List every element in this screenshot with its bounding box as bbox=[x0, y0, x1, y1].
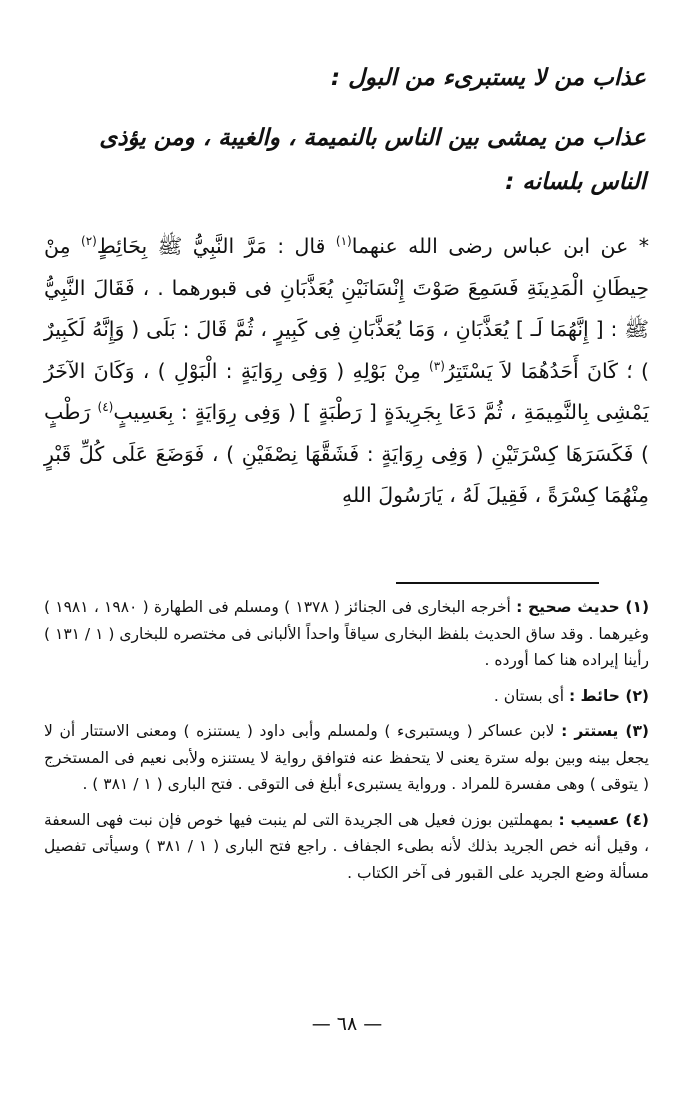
footnote-ref-4: (٤) bbox=[97, 400, 114, 415]
footnote-text: بمهملتين بوزن فعيل هى الجريدة التى لم ينبت فيها خوص فإن نبت فهى السعفة ، وقيل أنه خص الجريد بذلك لأنه بطىء الجفاف . راجع فتح البارى ( ١ / ٣٨١ ) وسيأتى تفصيل مسألة وضع الجريد على القبور فى آخر الكتاب . bbox=[44, 810, 650, 882]
footnote-1 bbox=[44, 594, 649, 674]
footnote-ref-2: (٢) bbox=[81, 234, 97, 249]
footnotes bbox=[44, 594, 649, 895]
footnote-3 bbox=[44, 718, 649, 798]
footnote-divider bbox=[396, 582, 599, 584]
hadith-part-4: مِنْ بَوْلِهِ ( وَفِى رِوَايَةٍ : الْبَوْلِ ) ، وَكَانَ الآخَرُ يَمْشِى بِالنَّمِيمَةِ ، ثُمَّ دَعَا بِجَرِيدَةٍ [ رَطْبَةٍ ] ( وَفِى رِوَايَةٍ : بِعَسِيبٍ bbox=[44, 358, 649, 424]
section-heading-urine: عذاب من لا يستبرىء من البول : bbox=[330, 65, 646, 91]
hadith-part-2: قال : مَرَّ النَّبِيُّ ﷺ بِحَائِطٍ bbox=[96, 234, 326, 258]
page-number: — ٦٨ — bbox=[311, 1013, 383, 1035]
footnote-ref-1: (١) bbox=[335, 234, 352, 249]
footnote-label: (٤) عسيب : bbox=[558, 810, 649, 829]
hadith-part-5: رَطْبٍ ) فَكَسَرَهَا كِسْرَتَيْنِ ( وَفِى رِوَايَةٍ : فَشَقَّهَا نِصْفَيْنِ ) ، فَوَضَعَ عَلَى كُلِّ قَبْرٍ مِنْهُمَا كِسْرَةً ، فَقِيلَ لَهُ ، يَارَسُولَ اللهِ bbox=[44, 400, 649, 507]
footnote-2 bbox=[44, 683, 649, 710]
section-heading-gossip: عذاب من يمشى بين الناس بالنميمة ، والغيبة ، ومن يؤذى الناس بلسانه : bbox=[99, 125, 646, 195]
footnote-ref-3: (٣) bbox=[429, 358, 445, 373]
hadith-paragraph bbox=[44, 226, 649, 517]
footnote-text: لابن عساكر ( ويستبرىء ) ولمسلم وأبى داود ( يستنزه ) ومعنى الاستتار أن لا يجعل بينه وبين بوله سترة يعنى لا يتحفظ عنه فتوافق رواية لا يستنزه ولأبى نعيم فى المستخرج ( يتوقى ) وهى مفسرة للمراد . ورواية يستبرىء أبلغ فى التوقى . فتح البارى ( ١ / ٣٨١ ) . bbox=[44, 722, 649, 793]
hadith-part-1: * عن ابن عباس رضى الله عنهما bbox=[351, 234, 649, 258]
footnote-4 bbox=[44, 807, 649, 887]
footnote-text: أخرجه البخارى فى الجنائز ( ١٣٧٨ ) ومسلم فى الطهارة ( ١٩٨٠ ، ١٩٨١ ) وغيرهما . وقد ساق الحديث بلفظ البخارى سياقاً واحداً الألبانى فى مختصره للبخارى ( ١ / ١٣١ ) رأينا إيراده هنا كما أورده . bbox=[44, 598, 650, 669]
footnote-text: أى بستان . bbox=[493, 686, 565, 705]
footnote-label: (١) حديث صحيح : bbox=[516, 598, 650, 616]
hadith-text bbox=[44, 226, 649, 517]
hadith-part-3: مِنْ حِيطَانِ الْمَدِينَةِ فَسَمِعَ صَوْتَ إِنْسَانَيْنِ يُعَذَّبَانِ فى قبورهما . ، فَقَالَ النَّبِيُّ ﷺ : [ إِنَّهُمَا لَـ ] يُعَذَّبَانِ ، وَمَا يُعَذَّبَانِ فِى كَبِيرٍ ، ثُمَّ قَالَ : بَلَى ( وَإِنَّهُ لَكَبِيرٌ ) ؛ كَانَ أَحَدُهُمَا لاَ يَسْتَتِرُ bbox=[44, 234, 649, 383]
footnote-label: (٢) حائط : bbox=[568, 686, 649, 705]
footnote-label: (٣) يستتر : bbox=[561, 722, 650, 740]
